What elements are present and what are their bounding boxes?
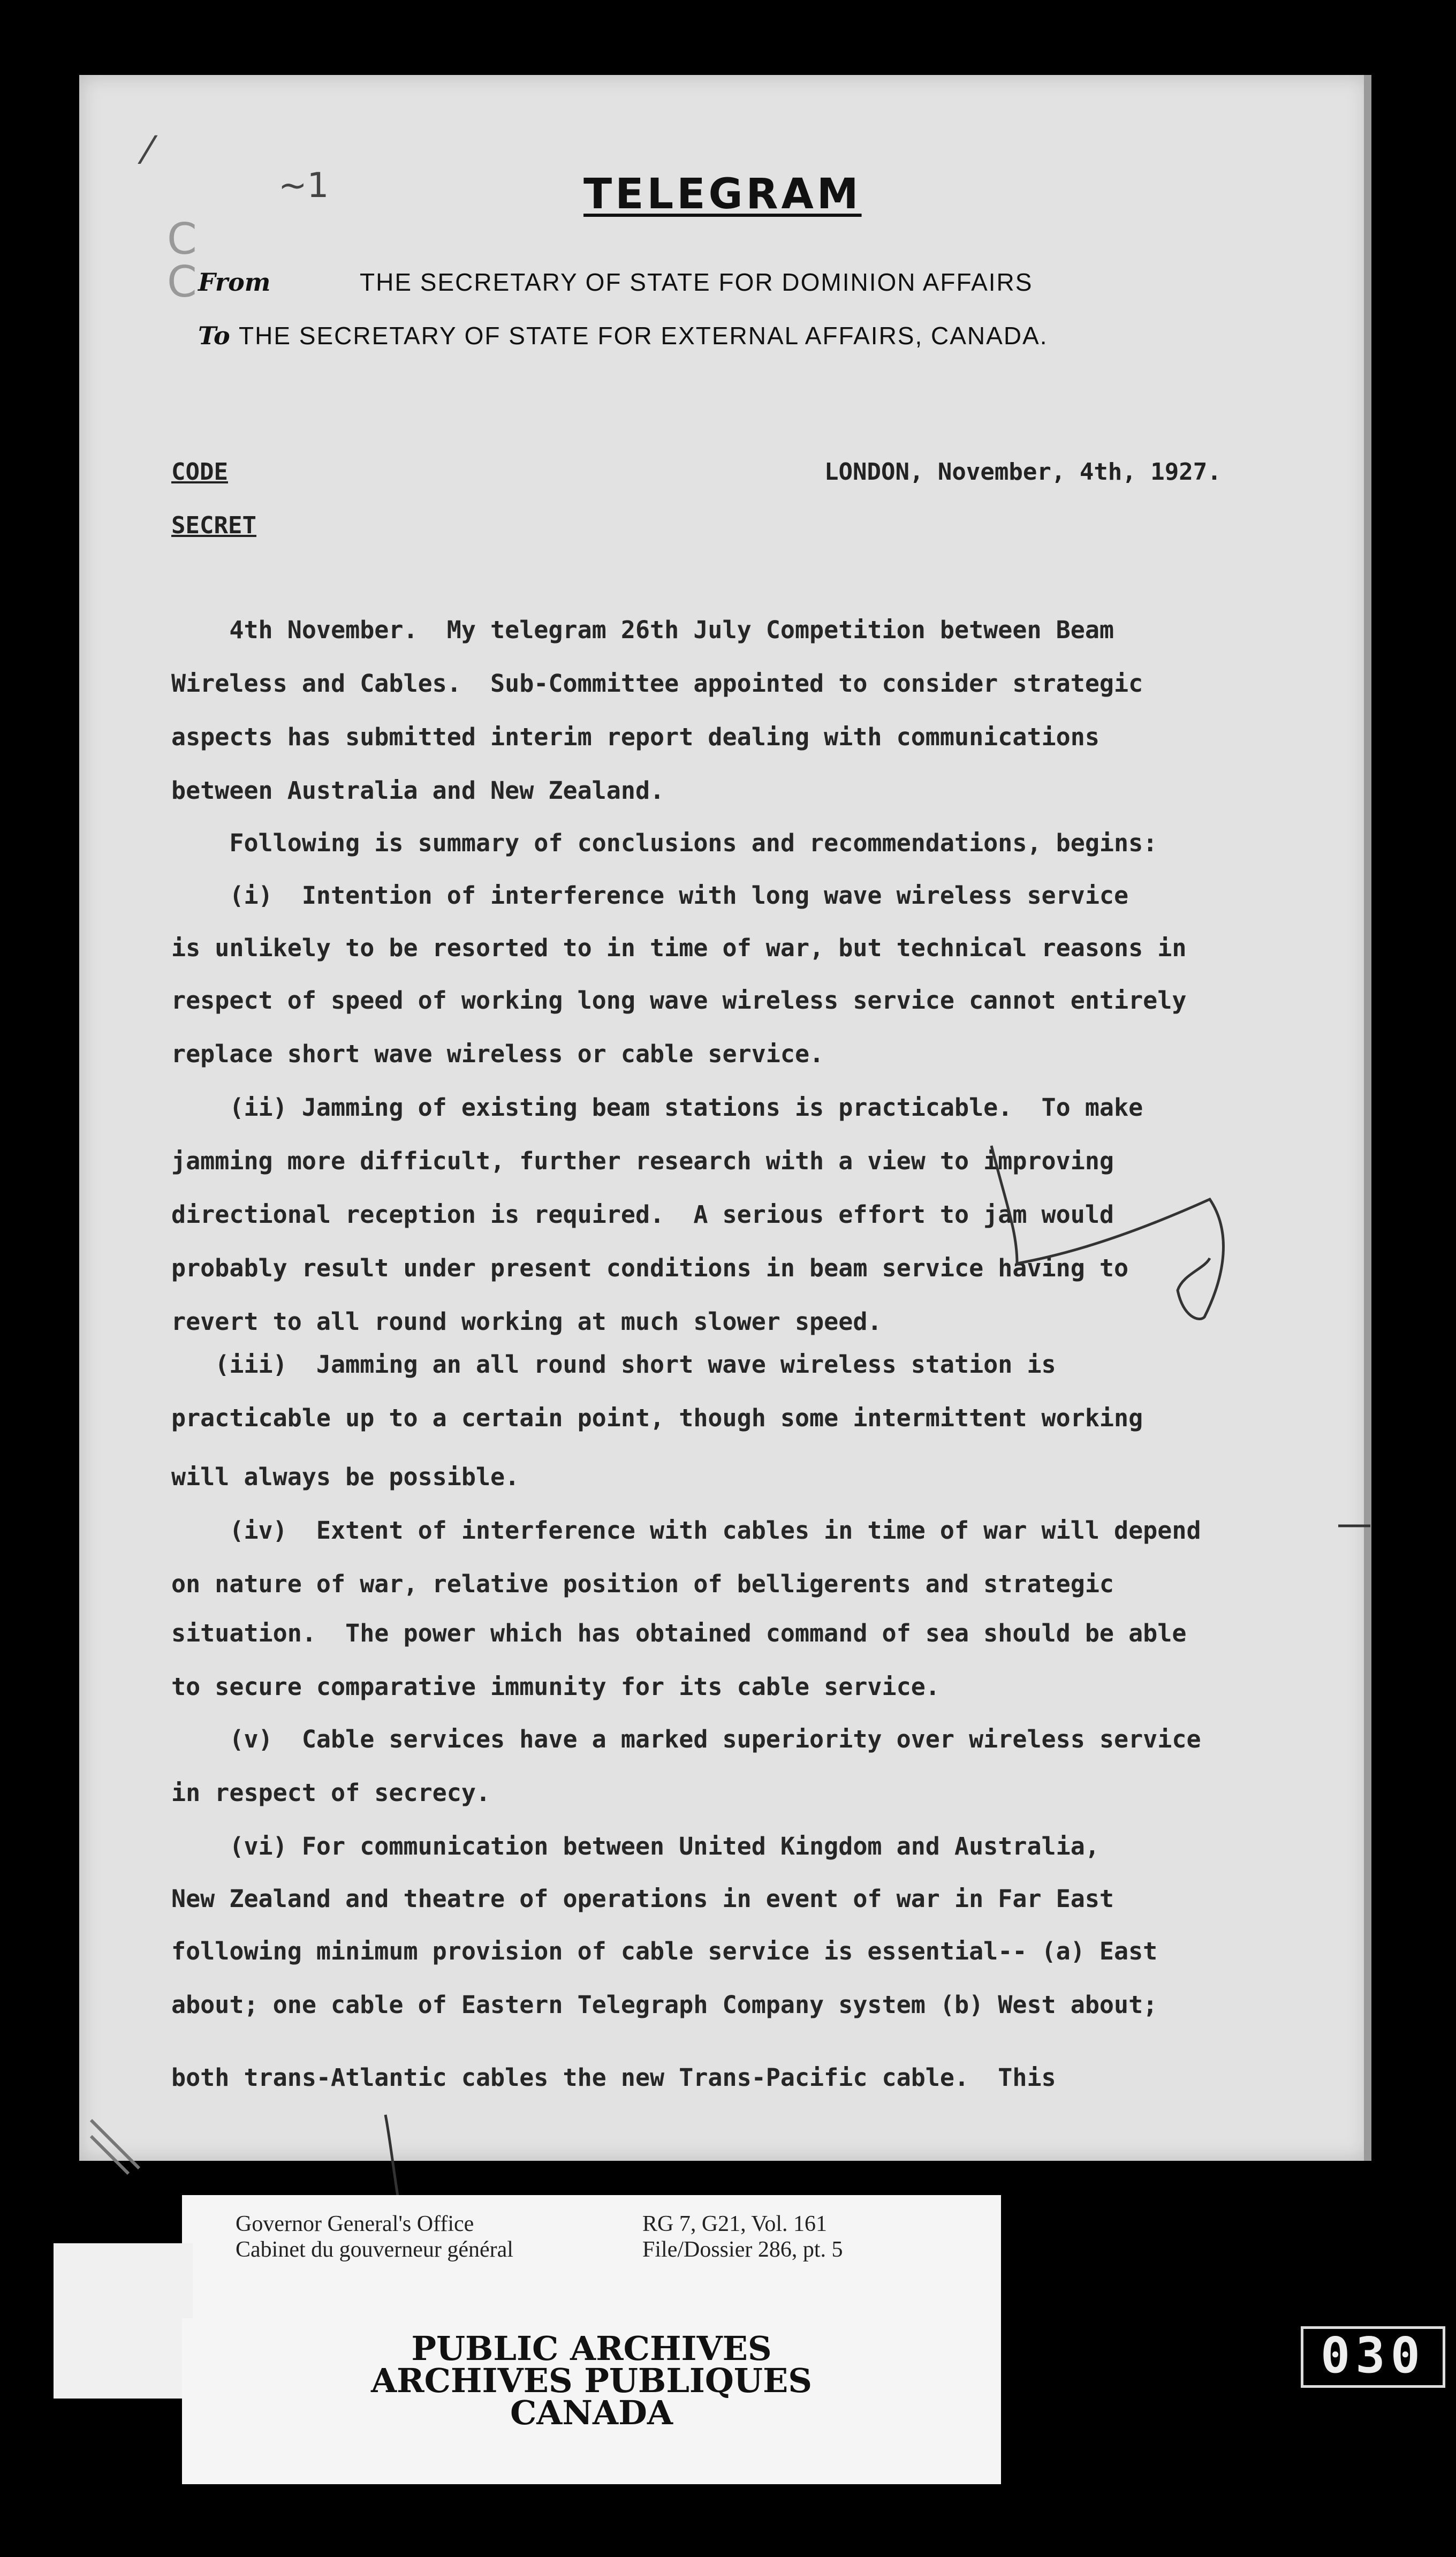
archives-name-fr: ARCHIVES PUBLIQUES — [370, 2361, 813, 2400]
from-text: THE SECRETARY OF STATE FOR DOMINION AFFAIRS — [360, 268, 1033, 296]
body-line: is unlikely to be resorted to in time of war, but technical reasons in — [171, 934, 1187, 962]
body-line: between Australia and New Zealand. — [171, 776, 665, 805]
body-line: Following is summary of conclusions and recommendations, begins: — [171, 829, 1158, 857]
punch-hole-mark: C — [167, 257, 197, 307]
punch-hole-mark: C — [167, 214, 197, 264]
body-line: will always be possible. — [171, 1463, 520, 1491]
classification-secret: SECRET — [171, 512, 256, 539]
archives-name-en: PUBLIC ARCHIVES — [411, 2329, 772, 2368]
body-line: 4th November. My telegram 26th July Competition between Beam — [171, 616, 1114, 644]
archive-label-card — [54, 2243, 193, 2399]
body-line: following minimum provision of cable service is essential-- (a) East — [171, 1937, 1158, 1965]
body-line: respect of speed of working long wave wireless service cannot entirely — [171, 986, 1187, 1015]
body-line: directional reception is required. A serious effort to jam would — [171, 1200, 1114, 1229]
to-text: THE SECRETARY OF STATE FOR EXTERNAL AFFAIRS, CANADA. — [239, 322, 1048, 350]
body-line: (i) Intention of interference with long wave wireless service — [171, 881, 1129, 910]
dateline: LONDON, November, 4th, 1927. — [824, 458, 1222, 486]
body-line: Wireless and Cables. Sub-Committee appointed to consider strategic — [171, 669, 1143, 698]
body-line: situation. The power which has obtained command of sea should be able — [171, 1619, 1187, 1647]
telegram-title: TELEGRAM — [583, 170, 862, 218]
body-line: in respect of secrecy. — [171, 1779, 491, 1807]
body-line: aspects has submitted interim report dealing with communications — [171, 723, 1099, 751]
corner-fold — [91, 2120, 139, 2174]
file-reference: File/Dossier 286, pt. 5 — [642, 2237, 843, 2262]
archives-country: CANADA — [510, 2393, 673, 2432]
body-line: (iii) Jamming an all round short wave wireless station is — [171, 1350, 1056, 1379]
margin-mark: ⁄ — [145, 128, 151, 172]
body-line: replace short wave wireless or cable service. — [171, 1040, 824, 1068]
body-line: probably result under present conditions in beam service having to — [171, 1254, 1129, 1282]
pencil-stroke — [991, 1146, 1223, 1319]
body-line: jamming more difficult, further research with a view to improving — [171, 1147, 1114, 1175]
body-line: to secure comparative immunity for its cable service. — [171, 1673, 940, 1701]
body-line: both trans-Atlantic cables the new Trans-Pacific cable. This — [171, 2063, 1056, 2092]
body-line: practicable up to a certain point, though some intermittent working — [171, 1404, 1143, 1432]
office-fr: Cabinet du gouverneur général — [236, 2237, 513, 2262]
to-label: To — [198, 321, 230, 350]
body-line: (v) Cable services have a marked superiority over wireless service — [171, 1725, 1201, 1753]
body-line: New Zealand and theatre of operations in event of war in Far East — [171, 1885, 1114, 1913]
office-en: Governor General's Office — [236, 2212, 474, 2236]
body-line: about; one cable of Eastern Telegraph Company system (b) West about; — [171, 1991, 1158, 2019]
record-group: RG 7, G21, Vol. 161 — [642, 2212, 828, 2236]
body-line: revert to all round working at much slower speed. — [171, 1307, 882, 1336]
from-label: From — [198, 268, 271, 297]
body-line: on nature of war, relative position of belligerents and strategic — [171, 1570, 1114, 1598]
handwritten-mark: ~1 — [278, 166, 329, 206]
frame-number: 030 — [1320, 2327, 1426, 2384]
body-line: (vi) For communication between United Kingdom and Australia, — [171, 1832, 1099, 1860]
classification-code: CODE — [171, 458, 228, 486]
body-line: (iv) Extent of interference with cables in time of war will depend — [171, 1516, 1201, 1545]
body-line: (ii) Jamming of existing beam stations is practicable. To make — [171, 1093, 1143, 1122]
